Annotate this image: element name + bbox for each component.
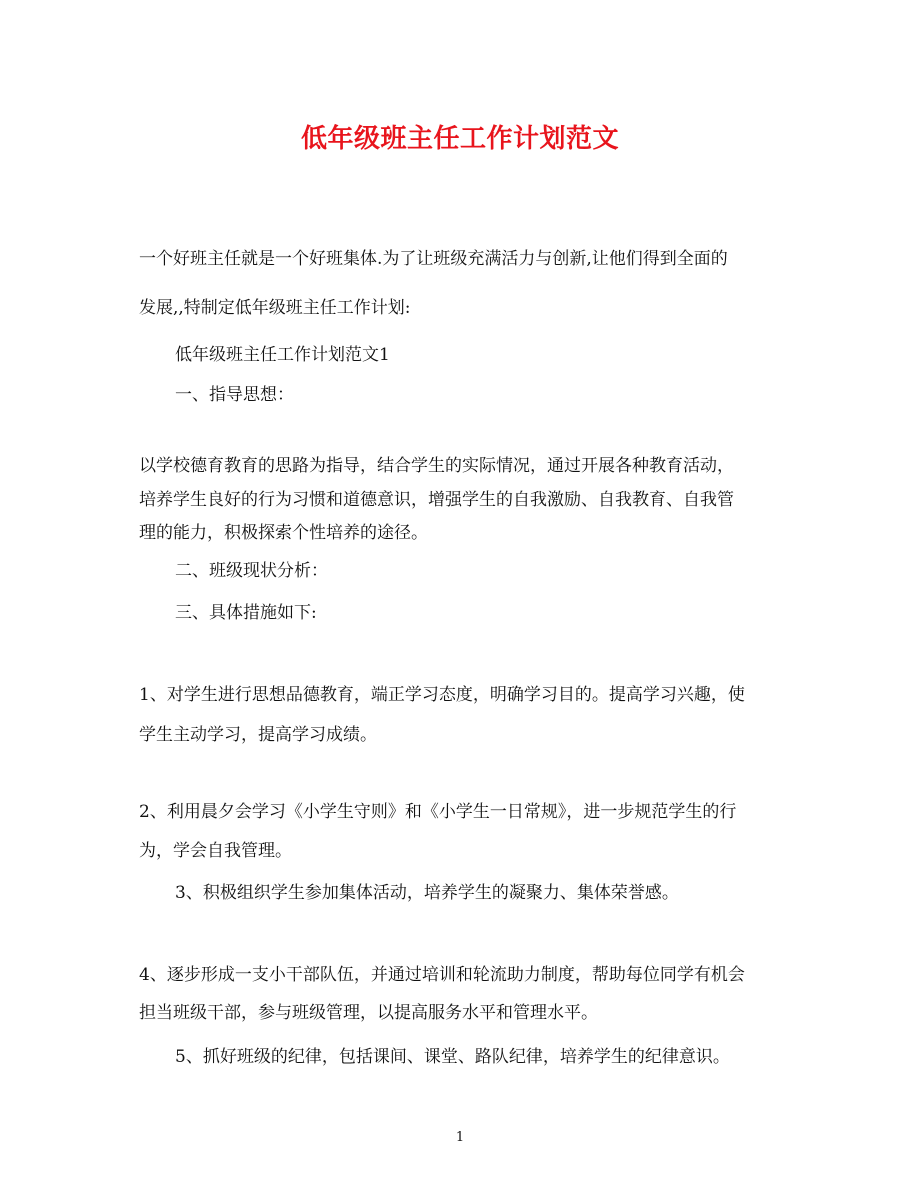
item-4-line-1: 4、逐步形成一支小干部队伍，并通过培训和轮流助力制度，帮助每位同学有机会 bbox=[139, 965, 745, 985]
item-1-line-1: 1、对学生进行思想品德教育，端正学习态度，明确学习目的。提高学习兴趣，使 bbox=[139, 685, 745, 705]
heading-class-status: 二、班级现状分析： bbox=[175, 561, 328, 581]
guide-line-3: 理的能力，积极探索个性培养的途径。 bbox=[139, 523, 428, 543]
heading-guiding-thought: 一、指导思想： bbox=[175, 385, 294, 405]
page-number: 1 bbox=[455, 1130, 465, 1145]
item-2-line-1: 2、利用晨夕会学习《小学生守则》和《小学生一日常规》，进一步规范学生的行 bbox=[139, 802, 737, 822]
item-2-line-2: 为，学会自我管理。 bbox=[139, 841, 292, 861]
guide-line-2: 培养学生良好的行为习惯和道德意识，增强学生的自我激励、自我教育、自我管 bbox=[139, 490, 734, 510]
intro-line-2: 发展,,特制定低年级班主任工作计划: bbox=[139, 298, 411, 318]
document-title: 低年级班主任工作计划范文 bbox=[300, 124, 619, 154]
item-1-line-2: 学生主动学习，提高学习成绩。 bbox=[139, 725, 377, 745]
guide-line-1: 以学校德育教育的思路为指导，结合学生的实际情况，通过开展各种教育活动， bbox=[139, 456, 734, 476]
intro-line-1: 一个好班主任就是一个好班集体.为了让班级充满活力与创新,让他们得到全面的 bbox=[139, 249, 728, 269]
section-title: 低年级班主任工作计划范文1 bbox=[175, 345, 390, 365]
item-5: 5、抓好班级的纪律，包括课间、课堂、路队纪律，培养学生的纪律意识。 bbox=[175, 1047, 730, 1067]
heading-measures: 三、具体措施如下: bbox=[175, 603, 317, 623]
item-4-line-2: 担当班级干部，参与班级管理，以提高服务水平和管理水平。 bbox=[139, 1003, 598, 1023]
item-3: 3、积极组织学生参加集体活动，培养学生的凝聚力、集体荣誉感。 bbox=[175, 883, 679, 903]
